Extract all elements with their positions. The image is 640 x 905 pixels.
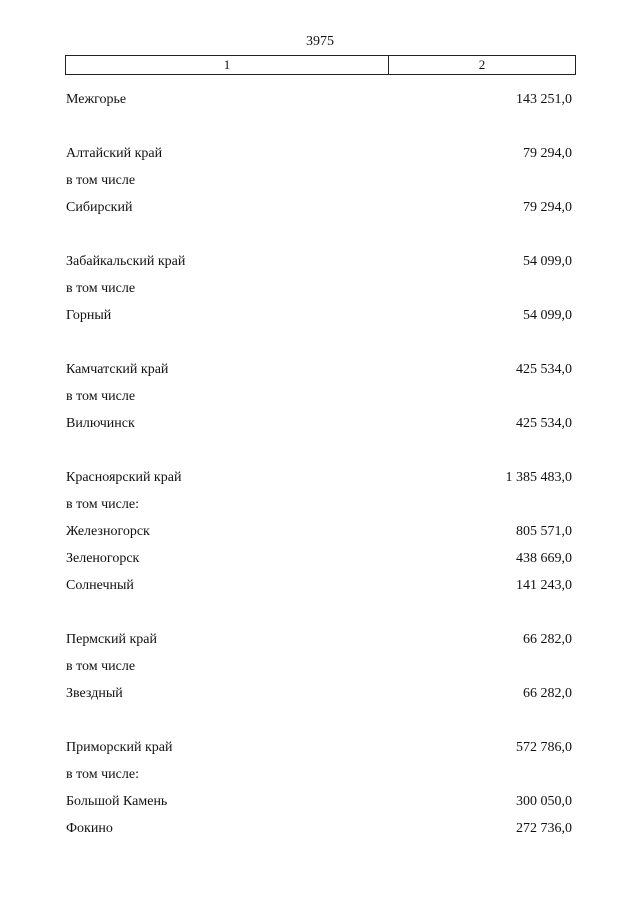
row-value: 143 251,0 [516, 92, 572, 107]
row-value: 572 786,0 [516, 740, 572, 755]
row-name: Фокино [66, 821, 113, 836]
row-value: 425 534,0 [516, 362, 572, 377]
row-name: в том числе [66, 173, 136, 188]
table-row [66, 468, 572, 488]
table-row [66, 144, 572, 164]
row-name: Камчатский край [66, 362, 169, 377]
row-value: 425 534,0 [516, 416, 572, 431]
row-value: 66 282,0 [523, 632, 572, 647]
row-name: Межгорье [66, 92, 127, 107]
table-row [66, 630, 572, 650]
column-header-2: 2 [478, 57, 486, 72]
row-value: 54 099,0 [523, 308, 572, 323]
row-name: Солнечный [66, 578, 134, 593]
row-value: 79 294,0 [523, 200, 572, 215]
row-name: Вилючинск [66, 416, 135, 431]
row-value: 66 282,0 [523, 686, 572, 701]
table-row [66, 306, 572, 326]
table-row [66, 360, 572, 380]
table-row [66, 90, 572, 110]
row-name: в том числе [66, 389, 136, 404]
row-value: 438 669,0 [516, 551, 572, 566]
row-name: Железногорск [66, 524, 150, 539]
table-row [66, 252, 572, 272]
row-name: Большой Камень [66, 794, 168, 809]
row-value: 79 294,0 [523, 146, 572, 161]
table-row [66, 576, 572, 596]
row-name: Красноярский край [66, 470, 182, 485]
table-row [66, 684, 572, 704]
row-name: Забайкальский край [66, 254, 186, 269]
row-name: в том числе: [66, 767, 139, 782]
row-value: 1 385 483,0 [505, 470, 572, 485]
row-value: 54 099,0 [523, 254, 572, 269]
row-name: Пермский край [66, 632, 157, 647]
table-row [66, 765, 572, 785]
table-row [66, 495, 572, 515]
row-name: Приморский край [66, 740, 173, 755]
table-row [66, 792, 572, 812]
table-row [66, 171, 572, 191]
row-name: в том числе [66, 281, 136, 296]
row-name: Алтайский край [66, 146, 163, 161]
table-row [66, 549, 572, 569]
table-row [66, 279, 572, 299]
row-name: Сибирский [66, 200, 133, 215]
column-header-1: 1 [66, 56, 389, 74]
page-number: 3975 [306, 34, 334, 49]
table-row [66, 819, 572, 839]
table-row [66, 522, 572, 542]
row-value: 805 571,0 [516, 524, 572, 539]
row-value: 272 736,0 [516, 821, 572, 836]
table-row [66, 198, 572, 218]
table-row [66, 414, 572, 434]
table-row [66, 738, 572, 758]
row-name: в том числе: [66, 497, 139, 512]
row-value: 300 050,0 [516, 794, 572, 809]
table-row [66, 657, 572, 677]
row-value: 141 243,0 [516, 578, 572, 593]
table-row [66, 387, 572, 407]
row-name: Звездный [66, 686, 123, 701]
row-name: Зеленогорск [66, 551, 140, 566]
row-name: в том числе [66, 659, 136, 674]
row-name: Горный [66, 308, 112, 323]
